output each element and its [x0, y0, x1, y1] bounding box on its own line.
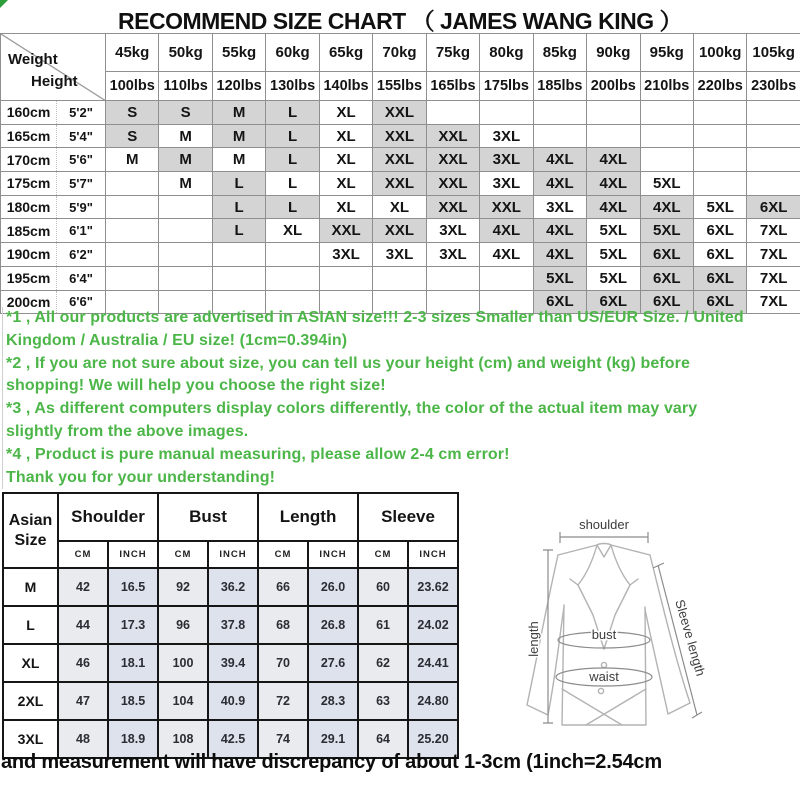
size-cell: 6XL	[747, 195, 800, 219]
measurement-value-cell: 60	[358, 568, 408, 606]
measurement-value-cell: 100	[158, 644, 208, 682]
note-line: *3 , As different computers display colors differently, the color of the actual item may vary	[6, 400, 698, 418]
empty-size-cell	[159, 195, 212, 219]
asian-size-cell: 2XL	[3, 682, 58, 720]
measurement-value-cell: 72	[258, 682, 308, 720]
measurement-value-cell: 25.20	[408, 720, 458, 758]
measurement-value-cell: 46	[58, 644, 108, 682]
measurement-row	[3, 682, 458, 720]
size-cell: 7XL	[747, 290, 800, 314]
size-cell: XXL	[426, 124, 479, 148]
size-cell: L	[212, 172, 265, 196]
empty-size-cell	[106, 219, 159, 243]
size-cell: 6XL	[693, 243, 746, 267]
cm-unit-header: CM	[258, 541, 308, 568]
weight-kg-header-cell: 55kg	[212, 34, 265, 72]
size-cell: M	[212, 101, 265, 125]
measurement-value-cell: 36.2	[208, 568, 258, 606]
asian-size-cell: XL	[3, 644, 58, 682]
measurement-value-cell: 104	[158, 682, 208, 720]
measurement-value-cell: 37.8	[208, 606, 258, 644]
asian-label: Asian	[8, 511, 53, 529]
measurement-header-row	[3, 493, 458, 541]
cm-unit-header: CM	[58, 541, 108, 568]
jacket-measurement-diagram	[500, 493, 718, 749]
weight-lbs-header-cell: 140lbs	[319, 72, 372, 101]
cm-unit-header: CM	[158, 541, 208, 568]
measurement-value-cell: 26.0	[308, 568, 358, 606]
size-cell: 3XL	[480, 148, 533, 172]
size-cell: 6XL	[587, 290, 640, 314]
size-cell: XL	[319, 172, 372, 196]
size-cell: XXL	[426, 195, 479, 219]
inch-unit-header: INCH	[308, 541, 358, 568]
size-cell: 4XL	[587, 148, 640, 172]
height-cm-cell: 180cm	[1, 195, 57, 219]
page-title: RECOMMEND SIZE CHART （ JAMES WANG KING ）	[118, 8, 682, 34]
height-cm-cell: 170cm	[1, 148, 57, 172]
empty-size-cell	[159, 266, 212, 290]
weight-lbs-header-cell: 100lbs	[106, 72, 159, 101]
empty-size-cell	[640, 124, 693, 148]
weight-lbs-header-cell: 210lbs	[640, 72, 693, 101]
note-line: shopping! We will help you choose the right size!	[6, 377, 386, 395]
size-cell: 5XL	[640, 219, 693, 243]
size-cell: XXL	[373, 101, 426, 125]
weight-lbs-header-cell: 230lbs	[747, 72, 800, 101]
size-cell: 3XL	[480, 172, 533, 196]
size-cell: 4XL	[533, 243, 586, 267]
measurement-value-cell: 17.3	[108, 606, 158, 644]
size-cell: 5XL	[587, 243, 640, 267]
empty-size-cell	[693, 148, 746, 172]
size-cell: L	[266, 172, 319, 196]
size-cell: XXL	[373, 172, 426, 196]
measurement-value-cell: 29.1	[308, 720, 358, 758]
weight-lbs-header-cell: 130lbs	[266, 72, 319, 101]
size-cell: 4XL	[587, 195, 640, 219]
height-row	[1, 101, 800, 125]
height-row	[1, 266, 800, 290]
size-cell: 4XL	[640, 195, 693, 219]
height-cm-cell: 195cm	[1, 266, 57, 290]
asian-size-cell: 3XL	[3, 720, 58, 758]
measurement-value-cell: 18.1	[108, 644, 158, 682]
size-cell: 7XL	[747, 243, 800, 267]
shoulder-measure-line	[560, 532, 648, 543]
corner-height-label: Height	[31, 73, 78, 90]
empty-size-cell	[533, 124, 586, 148]
size-cell: XXL	[480, 195, 533, 219]
height-row	[1, 124, 800, 148]
empty-size-cell	[266, 243, 319, 267]
weight-lbs-header-row	[1, 72, 800, 101]
length-label: length	[526, 621, 541, 657]
size-cell: 4XL	[587, 172, 640, 196]
weight-lbs-header-cell: 120lbs	[212, 72, 265, 101]
size-cell: 6XL	[640, 266, 693, 290]
height-ft-cell: 6'1"	[57, 219, 106, 243]
weight-lbs-header-cell: 165lbs	[426, 72, 479, 101]
size-cell: 7XL	[747, 266, 800, 290]
shoulder-label: shoulder	[579, 517, 629, 532]
note-line: *2 , If you are not sure about size, you can tell us your height (cm) and weight (kg) before	[6, 354, 690, 372]
size-cell: M	[159, 148, 212, 172]
measurement-value-cell: 68	[258, 606, 308, 644]
weight-lbs-header-cell: 200lbs	[587, 72, 640, 101]
asian-size-header-cell	[3, 493, 58, 568]
measurement-value-cell: 42	[58, 568, 108, 606]
measurement-value-cell: 47	[58, 682, 108, 720]
note-line: Kingdom / Australia / EU size! (1cm=0.394in)	[6, 331, 348, 349]
empty-size-cell	[533, 101, 586, 125]
measurement-value-cell: 24.80	[408, 682, 458, 720]
size-cell: 7XL	[747, 219, 800, 243]
size-cell: XXL	[373, 148, 426, 172]
weight-kg-header-cell: 50kg	[159, 34, 212, 72]
size-cell: 5XL	[640, 172, 693, 196]
note-line: Thank you for your understanding!	[6, 468, 276, 486]
size-cell: 4XL	[533, 172, 586, 196]
size-cell: XXL	[373, 124, 426, 148]
weight-kg-header-cell: 45kg	[106, 34, 159, 72]
weight-height-corner-cell	[1, 34, 106, 101]
asian-size-cell: L	[3, 606, 58, 644]
size-cell: 6XL	[693, 266, 746, 290]
size-cell: 4XL	[533, 219, 586, 243]
sleeve-length-label: Sleeve length	[672, 597, 709, 678]
weight-kg-header-cell: 95kg	[640, 34, 693, 72]
empty-size-cell	[426, 101, 479, 125]
empty-size-cell	[587, 101, 640, 125]
measurement-value-cell: 40.9	[208, 682, 258, 720]
empty-size-cell	[266, 266, 319, 290]
size-cell: 4XL	[480, 219, 533, 243]
size-cell: XL	[319, 101, 372, 125]
measurement-value-cell: 39.4	[208, 644, 258, 682]
measurement-value-cell: 18.5	[108, 682, 158, 720]
height-ft-cell: 5'7"	[57, 172, 106, 196]
measurement-value-cell: 26.8	[308, 606, 358, 644]
measurement-group-header: Shoulder	[58, 493, 158, 541]
measurement-value-cell: 24.41	[408, 644, 458, 682]
units-header-row	[3, 541, 458, 568]
bust-label: bust	[591, 627, 617, 642]
size-cell: XL	[319, 148, 372, 172]
waist-label: waist	[589, 669, 619, 684]
note-line: *1 , All our products are advertised in ASIAN size!!! 2-3 sizes Smaller than US/EUR Size. / United	[6, 309, 744, 326]
height-ft-cell: 5'6"	[57, 148, 106, 172]
weight-lbs-header-cell: 155lbs	[373, 72, 426, 101]
empty-size-cell	[159, 243, 212, 267]
size-label: Size	[14, 531, 47, 549]
cm-unit-header: CM	[358, 541, 408, 568]
empty-size-cell	[480, 266, 533, 290]
recommend-size-chart-table	[0, 33, 800, 314]
size-cell: M	[212, 124, 265, 148]
size-cell: M	[159, 124, 212, 148]
size-cell: 6XL	[533, 290, 586, 314]
size-cell: S	[159, 101, 212, 125]
size-cell: 5XL	[587, 219, 640, 243]
empty-size-cell	[106, 266, 159, 290]
measurement-value-cell: 62	[358, 644, 408, 682]
empty-size-cell	[319, 266, 372, 290]
empty-size-cell	[106, 243, 159, 267]
weight-lbs-header-cell: 220lbs	[693, 72, 746, 101]
height-ft-cell: 6'6"	[57, 290, 106, 314]
size-cell: 3XL	[533, 195, 586, 219]
height-cm-cell: 185cm	[1, 219, 57, 243]
measurement-row	[3, 568, 458, 606]
empty-size-cell	[373, 266, 426, 290]
weight-kg-header-cell: 90kg	[587, 34, 640, 72]
measurement-value-cell: 64	[358, 720, 408, 758]
height-ft-cell: 6'2"	[57, 243, 106, 267]
empty-size-cell	[693, 124, 746, 148]
size-cell: XXL	[319, 219, 372, 243]
height-row	[1, 219, 800, 243]
footer-note: and measurement will have discrepancy of about 1-3cm (1inch=2.54cm	[1, 751, 662, 773]
size-cell: 3XL	[480, 124, 533, 148]
inch-unit-header: INCH	[408, 541, 458, 568]
empty-size-cell	[212, 243, 265, 267]
measurement-value-cell: 70	[258, 644, 308, 682]
size-cell: L	[212, 219, 265, 243]
weight-kg-header-cell: 105kg	[747, 34, 800, 72]
measurement-row	[3, 606, 458, 644]
size-cell: XL	[266, 219, 319, 243]
size-cell: 6XL	[640, 243, 693, 267]
size-cell: 3XL	[426, 243, 479, 267]
size-cell: M	[106, 148, 159, 172]
size-cell: S	[106, 101, 159, 125]
size-cell: 3XL	[426, 219, 479, 243]
size-cell: L	[266, 148, 319, 172]
empty-size-cell	[426, 266, 479, 290]
height-row	[1, 148, 800, 172]
size-cell: M	[212, 148, 265, 172]
empty-size-cell	[106, 195, 159, 219]
measurement-value-cell: 48	[58, 720, 108, 758]
size-cell: XL	[319, 124, 372, 148]
empty-size-cell	[747, 148, 800, 172]
weight-lbs-header-cell: 175lbs	[480, 72, 533, 101]
measurement-group-header: Length	[258, 493, 358, 541]
measurement-value-cell: 28.3	[308, 682, 358, 720]
size-cell: 5XL	[587, 266, 640, 290]
size-cell: 4XL	[533, 148, 586, 172]
measurement-value-cell: 63	[358, 682, 408, 720]
weight-kg-header-cell: 80kg	[480, 34, 533, 72]
empty-size-cell	[480, 101, 533, 125]
weight-kg-header-cell: 65kg	[319, 34, 372, 72]
size-cell: L	[212, 195, 265, 219]
size-cell: XXL	[373, 219, 426, 243]
size-cell: 6XL	[640, 290, 693, 314]
weight-lbs-header-cell: 185lbs	[533, 72, 586, 101]
weight-kg-header-cell: 70kg	[373, 34, 426, 72]
weight-lbs-header-cell: 110lbs	[159, 72, 212, 101]
measurement-value-cell: 74	[258, 720, 308, 758]
empty-size-cell	[693, 101, 746, 125]
measurement-value-cell: 27.6	[308, 644, 358, 682]
corner-weight-label: Weight	[8, 51, 58, 68]
measurement-value-cell: 96	[158, 606, 208, 644]
empty-size-cell	[693, 172, 746, 196]
weight-kg-header-row	[1, 34, 800, 72]
size-cell: XL	[319, 195, 372, 219]
inch-unit-header: INCH	[208, 541, 258, 568]
measurement-value-cell: 24.02	[408, 606, 458, 644]
size-cell: XXL	[426, 172, 479, 196]
note-line: *4 , Product is pure manual measuring, please allow 2-4 cm error!	[6, 445, 510, 463]
size-cell: L	[266, 101, 319, 125]
measurement-value-cell: 23.62	[408, 568, 458, 606]
measurement-row	[3, 644, 458, 682]
size-cell: 3XL	[373, 243, 426, 267]
size-cell: L	[266, 195, 319, 219]
height-ft-cell: 6'4"	[57, 266, 106, 290]
empty-size-cell	[640, 101, 693, 125]
measurement-value-cell: 16.5	[108, 568, 158, 606]
size-cell: 6XL	[693, 219, 746, 243]
empty-size-cell	[106, 172, 159, 196]
height-ft-cell: 5'2"	[57, 101, 106, 125]
seller-notes	[2, 307, 800, 489]
height-ft-cell: 5'4"	[57, 124, 106, 148]
size-cell: 5XL	[533, 266, 586, 290]
measurement-value-cell: 42.5	[208, 720, 258, 758]
weight-kg-header-cell: 60kg	[266, 34, 319, 72]
measurement-value-cell: 66	[258, 568, 308, 606]
weight-kg-header-cell: 100kg	[693, 34, 746, 72]
height-ft-cell: 5'9"	[57, 195, 106, 219]
asian-size-cell: M	[3, 568, 58, 606]
measurement-value-cell: 108	[158, 720, 208, 758]
height-cm-cell: 165cm	[1, 124, 57, 148]
height-cm-cell: 190cm	[1, 243, 57, 267]
measurement-annotations	[526, 517, 708, 723]
measurement-group-header: Bust	[158, 493, 258, 541]
empty-size-cell	[747, 172, 800, 196]
height-row	[1, 172, 800, 196]
size-cell: XL	[373, 195, 426, 219]
empty-size-cell	[747, 101, 800, 125]
empty-size-cell	[212, 266, 265, 290]
measurement-table	[2, 492, 459, 759]
size-cell: L	[266, 124, 319, 148]
size-cell: 4XL	[480, 243, 533, 267]
measurement-value-cell: 44	[58, 606, 108, 644]
empty-size-cell	[747, 124, 800, 148]
size-cell: S	[106, 124, 159, 148]
size-cell: 5XL	[693, 195, 746, 219]
empty-size-cell	[159, 219, 212, 243]
measurement-value-cell: 18.9	[108, 720, 158, 758]
empty-size-cell	[640, 148, 693, 172]
size-cell: 3XL	[319, 243, 372, 267]
height-cm-cell: 160cm	[1, 101, 57, 125]
measurement-group-header: Sleeve	[358, 493, 458, 541]
measurement-value-cell: 92	[158, 568, 208, 606]
height-cm-cell: 175cm	[1, 172, 57, 196]
height-row	[1, 195, 800, 219]
height-row	[1, 243, 800, 267]
height-cm-cell: 200cm	[1, 290, 57, 314]
size-cell: M	[159, 172, 212, 196]
inch-unit-header: INCH	[108, 541, 158, 568]
note-line: slightly from the above images.	[6, 422, 249, 440]
measurement-value-cell: 61	[358, 606, 408, 644]
weight-kg-header-cell: 75kg	[426, 34, 479, 72]
size-cell: XXL	[426, 148, 479, 172]
size-cell: 6XL	[693, 290, 746, 314]
weight-kg-header-cell: 85kg	[533, 34, 586, 72]
empty-size-cell	[587, 124, 640, 148]
